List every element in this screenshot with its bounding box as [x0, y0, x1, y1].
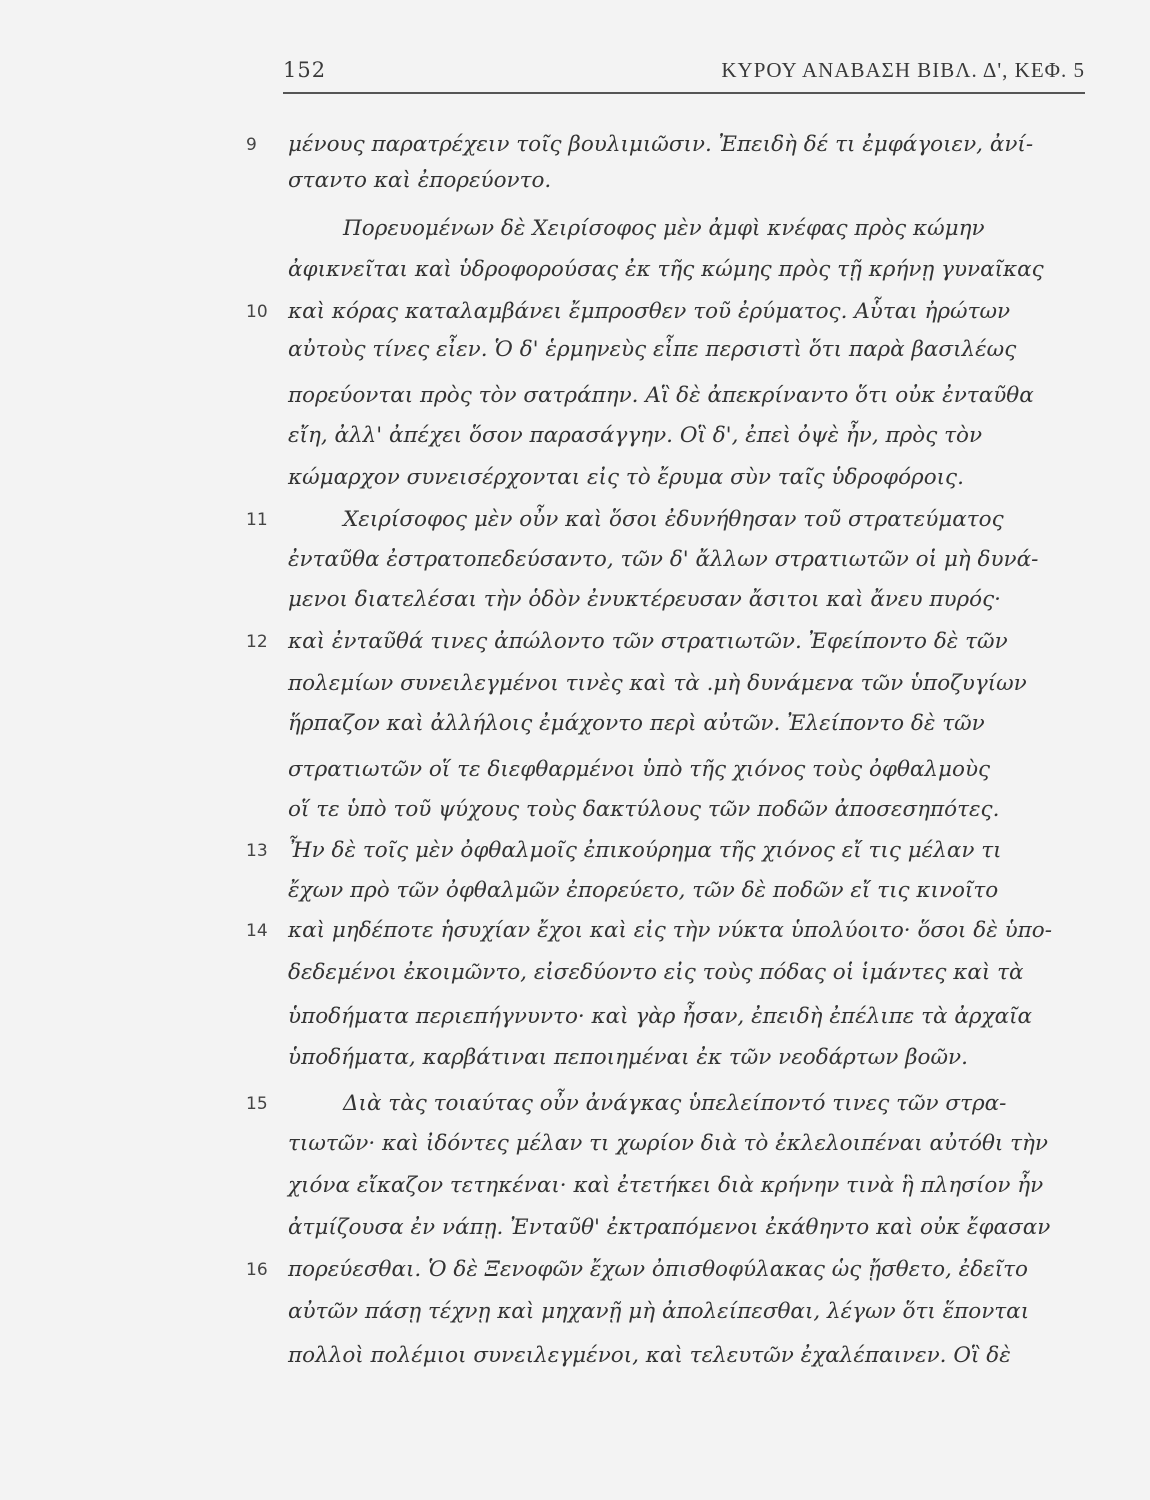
- text-line: ἀτμίζουσα ἐν νάπῃ. Ἐνταῦθ' ἐκτραπόμενοι ἐκάθηντο καὶ οὐκ ἔφασαν: [288, 1215, 1051, 1240]
- text-line: πολεμίων συνειλεγμένοι τινὲς καὶ τὰ .μὴ δυνάμενα τῶν ὑποζυγίων: [288, 671, 1027, 696]
- section-number: 12: [246, 632, 268, 652]
- text-line: κώμαρχον συνεισέρχονται εἰς τὸ ἔρυμα σὺν ταῖς ὑδροφόροις.: [288, 465, 964, 490]
- section-number: [246, 1210, 280, 1246]
- text-line: αὐτῶν πάσῃ τέχνῃ καὶ μηχανῇ μὴ ἀπολείπεσθαι, λέγων ὅτι ἕπονται: [288, 1299, 1030, 1324]
- section-number: [246, 460, 280, 496]
- section-number: [246, 706, 280, 742]
- text-line: αὐτοὺς τίνες εἶεν. Ὁ δ' ἑρμηνεὺς εἶπε περσιστὶ ὅτι παρὰ βασιλέως: [288, 337, 1017, 362]
- text-line: καὶ μηδέποτε ἡσυχίαν ἔχοι καὶ εἰς τὴν νύκτα ὑπολύοιτο· ὅσοι δὲ ὑπο-: [288, 918, 1053, 943]
- text-line: στρατιωτῶν οἵ τε διεφθαρμένοι ὑπὸ τῆς χιόνος τοὺς ὀφθαλμοὺς: [288, 757, 991, 782]
- text-line: Χειρίσοφος μὲν οὖν καὶ ὅσοι ἐδυνήθησαν τοῦ στρατεύματος: [343, 507, 1004, 532]
- text-line: ἥρπαζον καὶ ἀλλήλοις ἐμάχοντο περὶ αὐτῶν. Ἐλείποντο δὲ τῶν: [288, 711, 985, 736]
- section-number: [246, 999, 280, 1035]
- text-line: ἀφικνεῖται καὶ ὑδροφορούσας ἐκ τῆς κώμης πρὸς τῇ κρήνῃ γυναῖκας: [288, 257, 1044, 282]
- text-line: οἵ τε ὑπὸ τοῦ ψύχους τοὺς δακτύλους τῶν ποδῶν ἀποσεσηπότες.: [288, 797, 1000, 822]
- section-number: [246, 332, 280, 368]
- text-line: καὶ κόρας καταλαμβάνει ἔμπροσθεν τοῦ ἐρύματος. Αὗται ἠρώτων: [288, 299, 1011, 324]
- text-line: δεδεμένοι ἐκοιμῶντο, εἰσεδύοντο εἰς τοὺς πόδας οἱ ἱμάντες καὶ τὰ: [288, 960, 1024, 985]
- section-number: [246, 1040, 280, 1076]
- section-number: 11: [246, 510, 268, 530]
- text-line: πολλοὶ πολέμιοι συνειλεγμένοι, καὶ τελευτῶν ἐχαλέπαινεν. Οἳ δὲ: [288, 1343, 1011, 1368]
- text-line: εἴη, ἀλλ' ἀπέχει ὅσον παρασάγγην. Οἳ δ', ἐπεὶ ὀψὲ ἦν, πρὸς τὸν: [288, 423, 983, 448]
- header-rule: [283, 92, 1085, 94]
- section-number: [246, 211, 280, 247]
- section-number: [246, 955, 280, 991]
- section-number: [246, 582, 280, 618]
- text-line: καὶ ἐνταῦθά τινες ἀπώλοντο τῶν στρατιωτῶν. Ἐφείποντο δὲ τῶν: [288, 629, 1008, 654]
- text-line: ὑποδήματα περιεπήγνυντο· καὶ γὰρ ἦσαν, ἐπειδὴ ἐπέλιπε τὰ ἀρχαῖα: [288, 1004, 1033, 1029]
- page-header: [283, 58, 1085, 88]
- section-number: [246, 542, 280, 578]
- text-line: Ἦν δὲ τοῖς μὲν ὀφθαλμοῖς ἐπικούρημα τῆς χιόνος εἴ τις μέλαν τι: [288, 838, 1002, 863]
- text-line: πορεύονται πρὸς τὸν σατράπην. Αἳ δὲ ἀπεκρίναντο ὅτι οὐκ ἐνταῦθα: [288, 383, 1034, 408]
- section-number: [246, 252, 280, 288]
- text-line: χιόνα εἴκαζον τετηκέναι· καὶ ἐτετήκει διὰ κρήνην τινὰ ἣ πλησίον ἦν: [288, 1173, 1044, 1198]
- section-number: [246, 1338, 280, 1374]
- section-number: [246, 873, 280, 909]
- text-line: ὑποδήματα, καρβάτιναι πεποιημέναι ἐκ τῶν νεοδάρτων βοῶν.: [288, 1045, 968, 1070]
- section-number: 9: [246, 135, 257, 155]
- text-line: ἐνταῦθα ἐστρατοπεδεύσαντο, τῶν δ' ἄλλων στρατιωτῶν οἱ μὴ δυνά-: [288, 547, 1039, 572]
- text-line: ἔχων πρὸ τῶν ὀφθαλμῶν ἐπορεύετο, τῶν δὲ ποδῶν εἴ τις κινοῖτο: [288, 878, 999, 903]
- section-number: [246, 752, 280, 788]
- text-line: σταντο καὶ ἐπορεύοντο.: [288, 168, 552, 193]
- section-number: [246, 1126, 280, 1162]
- section-number: 10: [246, 302, 268, 322]
- section-number: [246, 1294, 280, 1330]
- text-line: Πορευομένων δὲ Χειρίσοφος μὲν ἀμφὶ κνέφας πρὸς κώμην: [343, 216, 985, 241]
- section-number: [246, 418, 280, 454]
- section-number: 15: [246, 1094, 268, 1114]
- section-number: 16: [246, 1260, 268, 1280]
- section-number: 14: [246, 921, 268, 941]
- section-number: [246, 792, 280, 828]
- section-number: [246, 378, 280, 414]
- text-line: μένους παρατρέχειν τοῖς βουλιμιῶσιν. Ἐπειδὴ δέ τι ἐμφάγοιεν, ἀνί-: [288, 132, 1034, 157]
- section-number: 13: [246, 841, 268, 861]
- text-line: μενοι διατελέσαι τὴν ὁδὸν ἐνυκτέρευσαν ἄσιτοι καὶ ἄνευ πυρός·: [288, 587, 1002, 612]
- page-number: 152: [283, 58, 327, 82]
- text-line: πορεύεσθαι. Ὁ δὲ Ξενοφῶν ἔχων ὀπισθοφύλακας ὡς ᾔσθετο, ἐδεῖτο: [288, 1257, 1028, 1282]
- running-title: ΚΥΡΟΥ ΑΝΑΒΑΣΗ ΒΙΒΛ. Δ', ΚΕΦ. 5: [721, 58, 1085, 82]
- text-line: τιωτῶν· καὶ ἰδόντες μέλαν τι χωρίον διὰ τὸ ἐκλελοιπέναι αὐτόθι τὴν: [288, 1131, 1048, 1156]
- section-number: [246, 163, 280, 199]
- section-number: [246, 666, 280, 702]
- section-number: [246, 1168, 280, 1204]
- text-line: Διὰ τὰς τοιαύτας οὖν ἀνάγκας ὑπελείποντό τινες τῶν στρα-: [343, 1091, 1007, 1116]
